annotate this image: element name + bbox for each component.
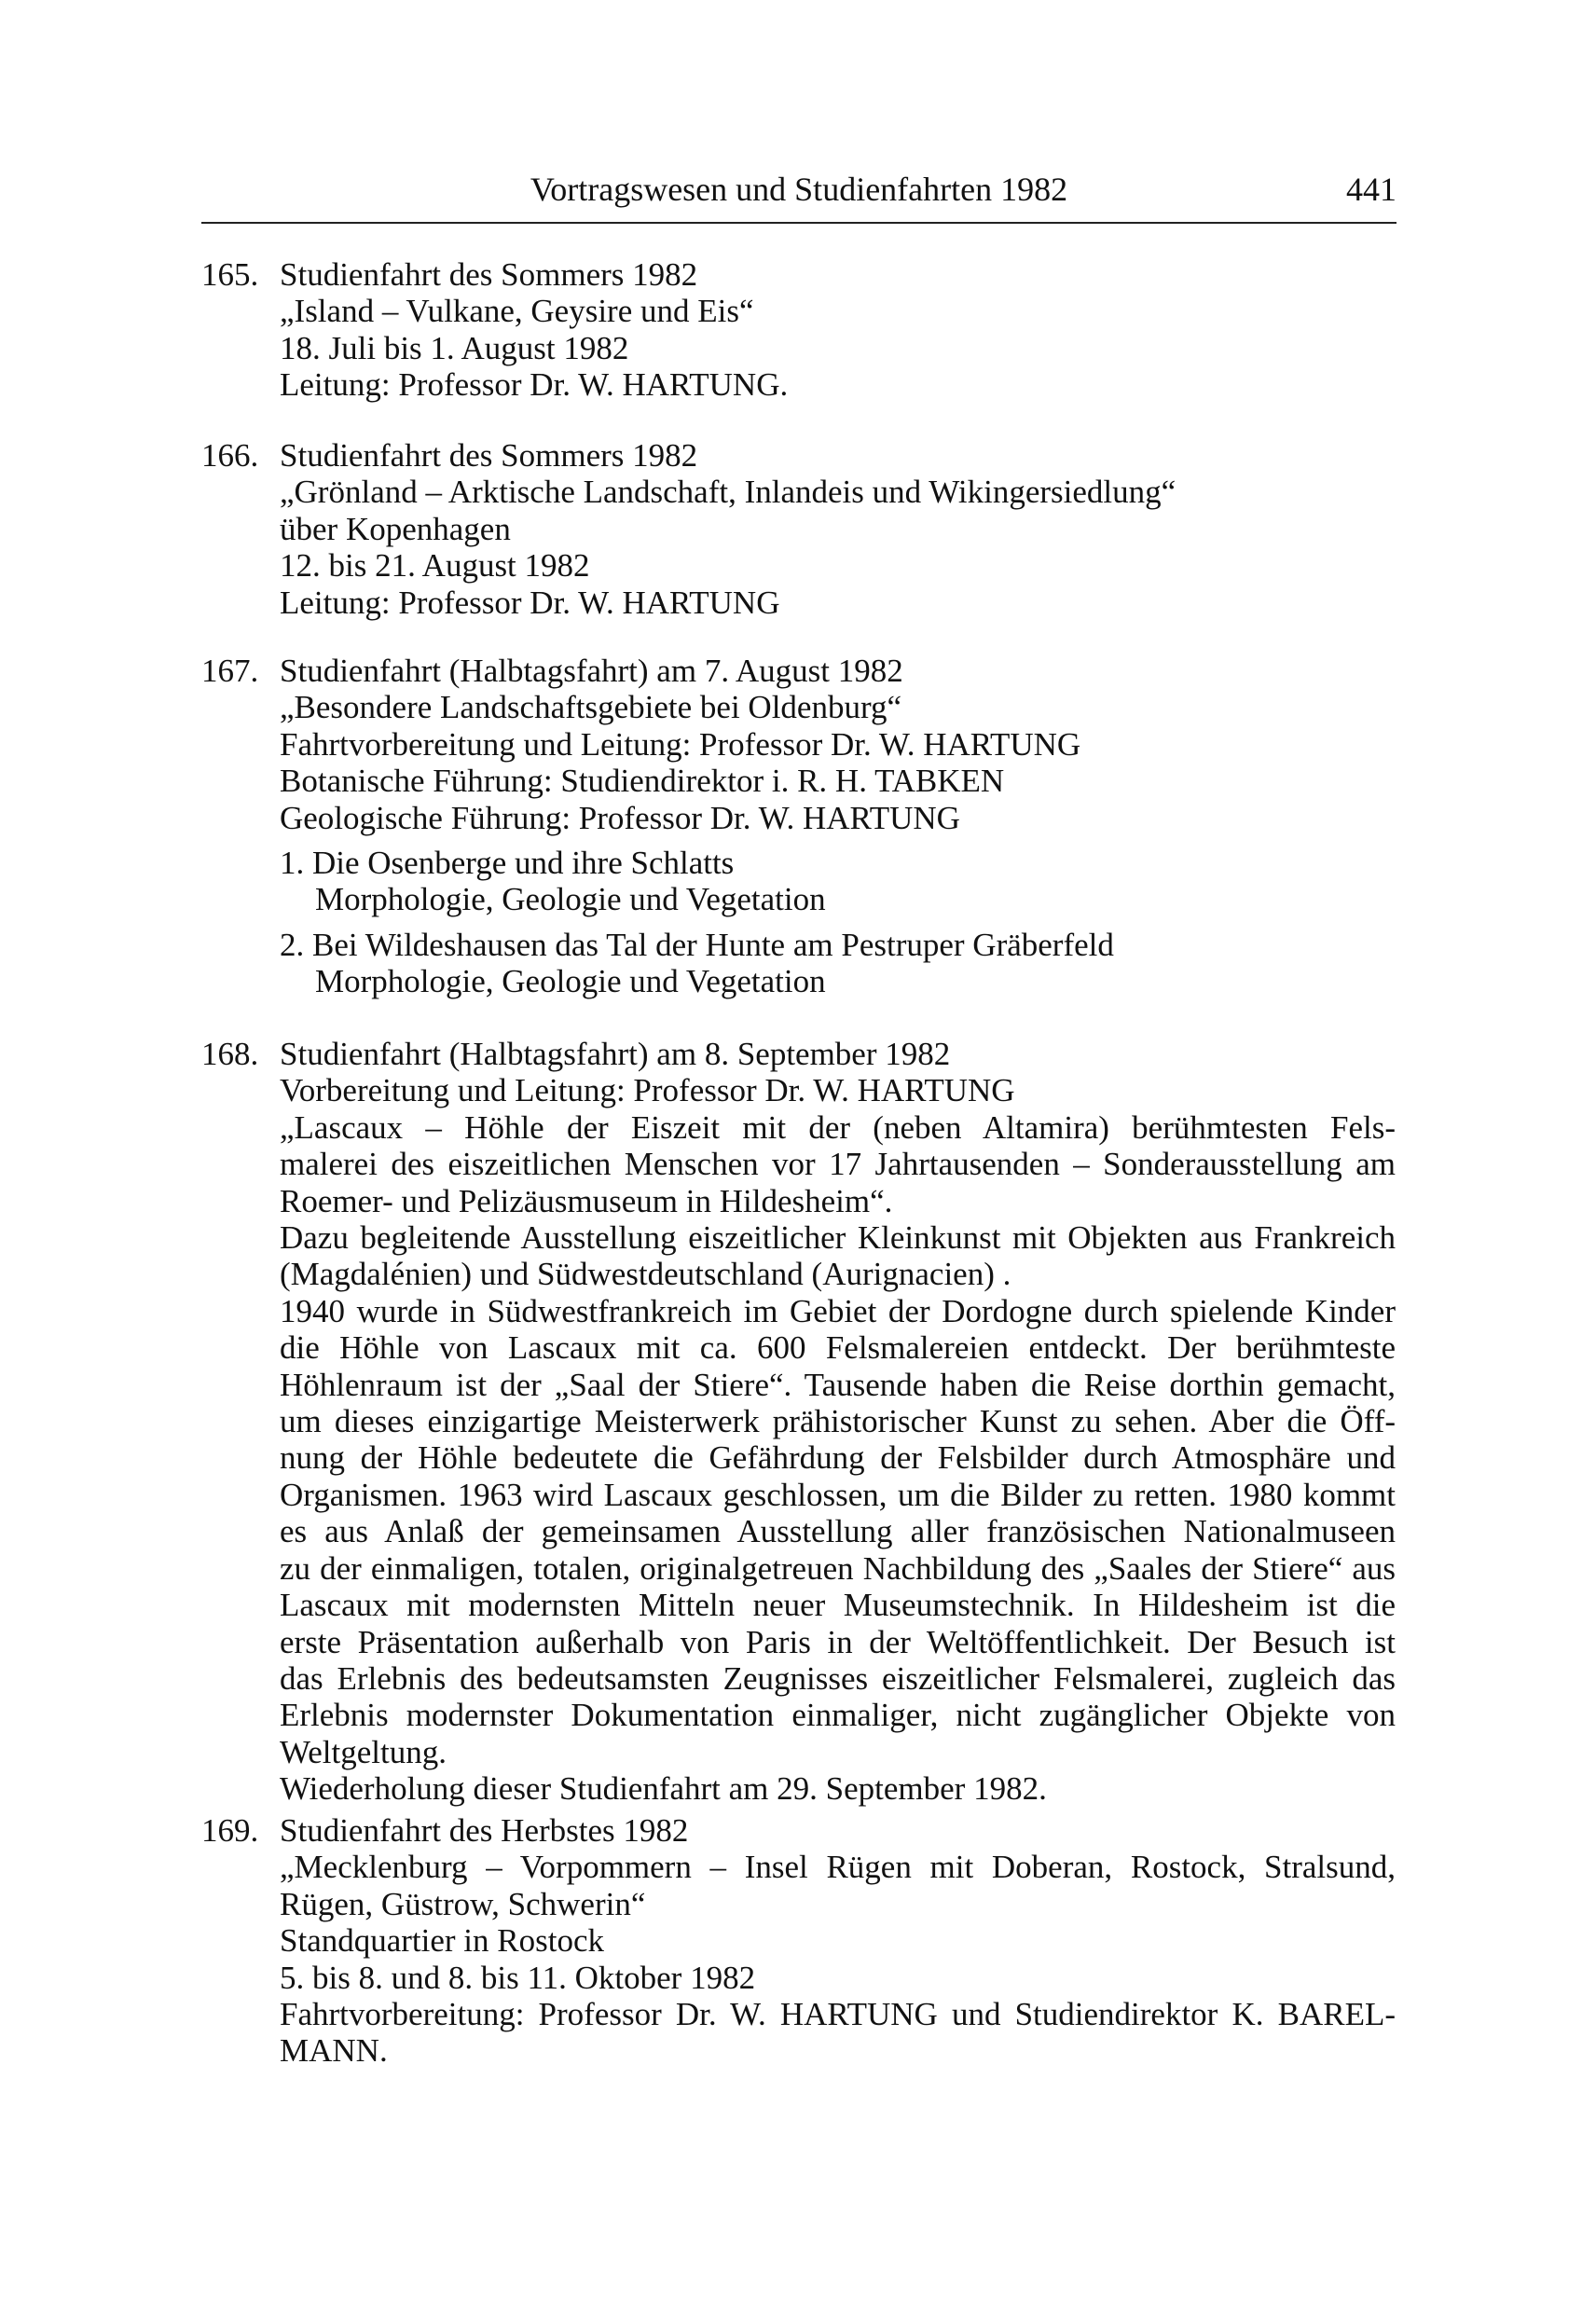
entry-body: [280, 256, 1396, 404]
entry-line: Vorbereitung und Leitung: Professor Dr. W. HARTUNG: [280, 1072, 1015, 1109]
entry-line: um dieses einzigartige Meisterwerk prähistorischer Kunst zu sehen. Aber die Öff-: [280, 1403, 1396, 1440]
entry-line: 5. bis 8. und 8. bis 11. Oktober 1982: [280, 1959, 756, 1996]
entry-line: Lascaux mit modernsten Mitteln neuer Museumstechnik. In Hildesheim ist die: [280, 1587, 1396, 1624]
entry-line: es aus Anlaß der gemeinsamen Ausstellung aller französischen Nationalmuseen: [280, 1513, 1396, 1550]
entry-line: (Magdalénien) und Südwestdeutschland (Aurignacien) .: [280, 1256, 1011, 1293]
entry-line: Standquartier in Rostock: [280, 1922, 605, 1960]
entry-line: „Island – Vulkane, Geysire und Eis“: [280, 293, 754, 330]
entry-166: [201, 437, 1396, 621]
entry-line: „Grönland – Arktische Landschaft, Inlandeis und Wikingersiedlung“: [280, 474, 1176, 511]
entry-line: Fahrtvorbereitung und Leitung: Professor Dr. W. HARTUNG: [280, 725, 1081, 763]
sub-item: [280, 927, 1396, 1000]
entry-line: das Erlebnis des bedeutsamsten Zeugnisses eiszeitlicher Felsmalerei, zugleich das: [280, 1659, 1396, 1697]
entry-line: Botanische Führung: Studiendirektor i. R. H. TABKEN: [280, 763, 1005, 800]
entry-line: die Höhle von Lascaux mit ca. 600 Felsmalereien entdeckt. Der berühmteste: [280, 1329, 1396, 1367]
entry-line: „Mecklenburg – Vorpommern – Insel Rügen mit Doberan, Rostock, Stralsund,: [280, 1849, 1396, 1886]
entry-167: [201, 653, 1396, 1000]
entry-body: [280, 1036, 1396, 1808]
entry-body: [280, 437, 1396, 621]
entry-line: über Kopenhagen: [280, 510, 511, 547]
entry-line: nung der Höhle bedeutete die Gefährdung der Felsbilder durch Atmosphäre und: [280, 1439, 1396, 1477]
entry-number: 165.: [201, 256, 259, 293]
sub-item-detail: Morphologie, Geologie und Vegetation: [315, 963, 826, 1000]
sub-item-detail: Morphologie, Geologie und Vegetation: [315, 881, 826, 918]
entry-line: „Lascaux – Höhle der Eiszeit mit der (neben Altamira) berühmtesten Fels-: [280, 1108, 1396, 1146]
entry-line: Roemer- und Pelizäusmuseum in Hildesheim“.: [280, 1182, 893, 1219]
entry-number: 166.: [201, 437, 259, 474]
entry-168: [201, 1036, 1396, 1808]
entry-line: Höhlenraum ist der „Saal der Stiere“. Tausende haben die Reise dorthin gemacht,: [280, 1366, 1396, 1403]
entry-line: Studienfahrt des Herbstes 1982: [280, 1812, 689, 1849]
entry-line: Studienfahrt (Halbtagsfahrt) am 7. August 1982: [280, 653, 903, 689]
sub-item-label: 1. Die Osenberge und ihre Schlatts: [280, 845, 735, 882]
entry-line: 12. bis 21. August 1982: [280, 547, 590, 585]
entry-line: Erlebnis modernster Dokumentation einmaliger, nicht zugänglicher Objekte von: [280, 1697, 1396, 1734]
entry-line: Organismen. 1963 wird Lascaux geschlossen, um die Bilder zu retten. 1980 kommt: [280, 1476, 1396, 1513]
entry-body: [280, 1812, 1396, 2070]
entry-line: Wiederholung dieser Studienfahrt am 29. September 1982.: [280, 1770, 1047, 1808]
entry-number: 168.: [201, 1036, 259, 1072]
entry-number: 167.: [201, 653, 259, 689]
entry-body: [280, 653, 1396, 1000]
entry-165: [201, 256, 1396, 404]
entry-line: malerei des eiszeitlichen Menschen vor 17 Jahrtausenden – Sonderausstellung am: [280, 1146, 1396, 1183]
entry-line: Leitung: Professor Dr. W. HARTUNG.: [280, 366, 789, 404]
header-title: Vortragswesen und Studienfahrten 1982: [530, 171, 1068, 208]
entry-169: [201, 1812, 1396, 2070]
sub-item-label: 2. Bei Wildeshausen das Tal der Hunte am Pestruper Gräberfeld: [280, 926, 1114, 963]
entry-line: Leitung: Professor Dr. W. HARTUNG: [280, 584, 780, 621]
entry-line: Geologische Führung: Professor Dr. W. HARTUNG: [280, 799, 960, 836]
entry-line: Rügen, Güstrow, Schwerin“: [280, 1885, 646, 1922]
entry-line: Studienfahrt (Halbtagsfahrt) am 8. September 1982: [280, 1036, 951, 1072]
entry-line: erste Präsentation außerhalb von Paris in der Weltöffentlichkeit. Der Besuch ist: [280, 1623, 1396, 1660]
entry-number: 169.: [201, 1812, 259, 1849]
entry-line: MANN.: [280, 2032, 388, 2070]
entry-line: 18. Juli bis 1. August 1982: [280, 329, 629, 366]
entry-line: 1940 wurde in Südwestfrankreich im Gebiet der Dordogne durch spielende Kinder: [280, 1292, 1396, 1329]
entry-line: Studienfahrt des Sommers 1982: [280, 437, 698, 474]
entry-line: Weltgeltung.: [280, 1733, 447, 1770]
running-header: [201, 166, 1396, 224]
entry-line: zu der einmaligen, totalen, originalgetreuen Nachbildung des „Saales der Stiere“ aus: [280, 1549, 1396, 1587]
page-number: 441: [1346, 171, 1396, 208]
entry-line: Fahrtvorbereitung: Professor Dr. W. HARTUNG und Studiendirektor K. BAREL-: [280, 1996, 1396, 2033]
entry-line: Dazu begleitende Ausstellung eiszeitlicher Kleinkunst mit Objekten aus Frankreich: [280, 1219, 1396, 1257]
sub-item: [280, 845, 1396, 918]
entry-line: Studienfahrt des Sommers 1982: [280, 256, 698, 293]
entry-line: „Besondere Landschaftsgebiete bei Oldenburg“: [280, 689, 902, 726]
